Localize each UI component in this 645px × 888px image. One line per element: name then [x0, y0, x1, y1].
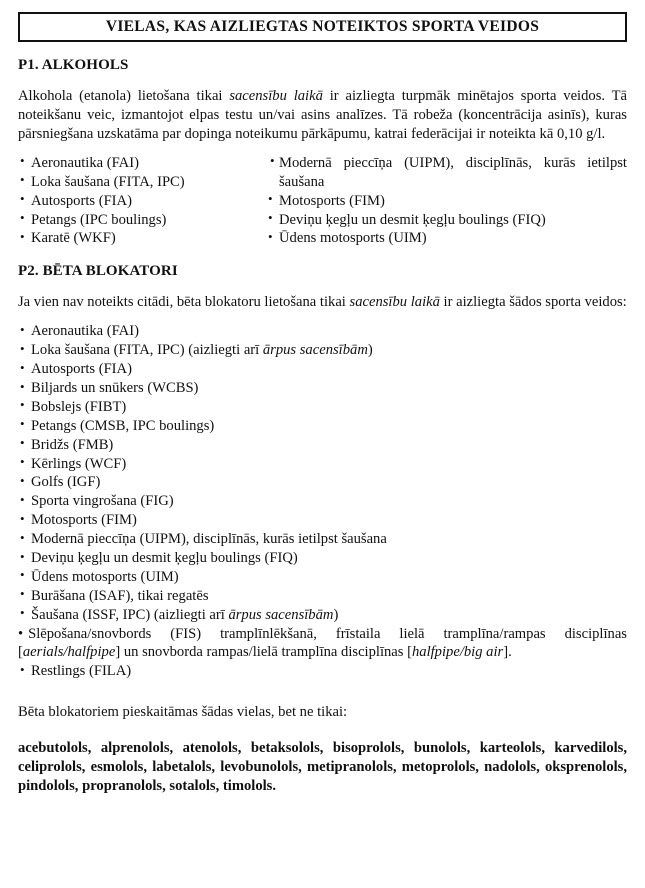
p2-intro-italic: sacensību laikā [349, 294, 440, 311]
list-item: • Modernā pieccīņa (UIPM), disciplīnās, kurās ietilpst šaušana [266, 154, 627, 192]
skiing-text-2: ] un snovborda rampas/lielā tramplīna disciplīnas [ [115, 644, 412, 661]
list-item: • Restlings (FILA) [18, 662, 627, 681]
substances-list: acebutolols, alprenolols, atenolols, betaksolols, bisoprolols, bunolols, karteolols, karvedilols, celiprolols, esmolols, labetalols, levobunolols, metipranolols, metoprolols, nadolols, oksprenolols, pindolols, propranolols, sotalols, timolols. [18, 740, 627, 795]
p1-intro-text-1: Alkohola (etanola) lietošana tikai [18, 88, 230, 104]
bullet-glyph: • [18, 625, 24, 642]
p2-intro-text-1: Ja vien nav noteikts citādi, bēta blokatoru lietošana tikai [18, 294, 350, 311]
list-item: • Golfs (IGF) [18, 473, 627, 492]
list-item-skiing [18, 625, 627, 663]
skiing-text-1: Slēpošana/snovbords (FIS) tramplīnlēkšanā, frīstaila lielā tramplīna/rampas disciplīnas [ [18, 625, 627, 661]
p2-intro-paragraph [18, 293, 627, 312]
p1-intro-italic: sacensību laikā [229, 88, 323, 104]
list-item: • Deviņu ķegļu un desmit ķegļu boulings (FIQ) [18, 549, 627, 568]
skiing-text-3: ]. [503, 644, 512, 661]
list-item: • Aeronautika (FAI) [18, 154, 266, 173]
list-item: • Ūdens motosports (UIM) [266, 229, 627, 248]
section-heading-p2: P2. BĒTA BLOKATORI [18, 263, 178, 280]
list-item: • Burāšana (ISAF), tikai regatēs [18, 587, 627, 606]
list-item: • Motosports (FIM) [266, 192, 627, 211]
list-item: • Modernā pieccīņa (UIPM), disciplīnās, kurās ietilpst šaušana [18, 530, 627, 549]
p1-intro-text-2: ir aizliegta turpmāk minētajos sporta veidos. Tā noteikšanu veic, izmantojot elpas testu un/vai asins analīzes. Tā robeža (koncentrācija asinīs), kuras pārsniegšana uzskatāma par dopinga noteikumu pārkāpumu, katrai federācijai ir noteikta kā 0,10 g/l. [18, 88, 627, 142]
p2-sports-list [18, 322, 627, 681]
list-item: • Biljards un snūkers (WCBS) [18, 379, 627, 398]
list-item: • Ūdens motosports (UIM) [18, 568, 627, 587]
list-item: • Petangs (CMSB, IPC boulings) [18, 417, 627, 436]
list-item: • Deviņu ķegļu un desmit ķegļu boulings (FIQ) [266, 211, 627, 230]
list-item-italic: ārpus sacensībām [262, 342, 368, 359]
document-title-box [18, 12, 627, 42]
list-item-tail: ) [333, 606, 339, 623]
list-item: • Aeronautika (FAI) [18, 322, 627, 341]
p2-intro-text-2: ir aizliegta šādos sporta veidos: [439, 294, 627, 311]
list-item: • Motosports (FIM) [18, 511, 627, 530]
list-item: • Karatē (WKF) [18, 229, 266, 248]
p1-left-list [18, 154, 266, 248]
document-page [0, 12, 645, 888]
list-item: • Petangs (IPC boulings) [18, 211, 266, 230]
p1-right-column [266, 154, 627, 248]
list-item [18, 341, 627, 360]
p1-intro-paragraph [18, 87, 627, 144]
list-item: • Bobslejs (FIBT) [18, 398, 627, 417]
list-item: • Autosports (FIA) [18, 360, 627, 379]
skiing-italic-2: halfpipe/big air [411, 644, 504, 661]
list-item-text: Loka šaušana (FITA, IPC) (aizliegti arī [31, 342, 263, 359]
list-item-tail: ) [367, 342, 373, 359]
list-item: • Kērlings (WCF) [18, 455, 627, 474]
list-item: • Bridžs (FMB) [18, 436, 627, 455]
p2-closing-paragraph: Bēta blokatoriem pieskaitāmas šādas vielas, bet ne tikai: [18, 704, 348, 721]
page-title: VIELAS, KAS AIZLIEGTAS NOTEIKTOS SPORTA VEIDOS [105, 18, 540, 35]
p1-left-column [18, 154, 266, 248]
section-heading-p1: P1. ALKOHOLS [18, 57, 129, 73]
list-item: • Sporta vingrošana (FIG) [18, 492, 627, 511]
list-item [18, 606, 627, 625]
p1-right-list [266, 154, 627, 248]
list-item-text: Šaušana (ISSF, IPC) (aizliegti arī [31, 606, 229, 623]
list-item: • Loka šaušana (FITA, IPC) [18, 173, 266, 192]
list-item-italic: ārpus sacensībām [228, 606, 334, 623]
list-item: • Autosports (FIA) [18, 192, 266, 211]
skiing-italic-1: aerials/halfpipe [22, 644, 116, 661]
p1-sports-columns [18, 154, 627, 248]
